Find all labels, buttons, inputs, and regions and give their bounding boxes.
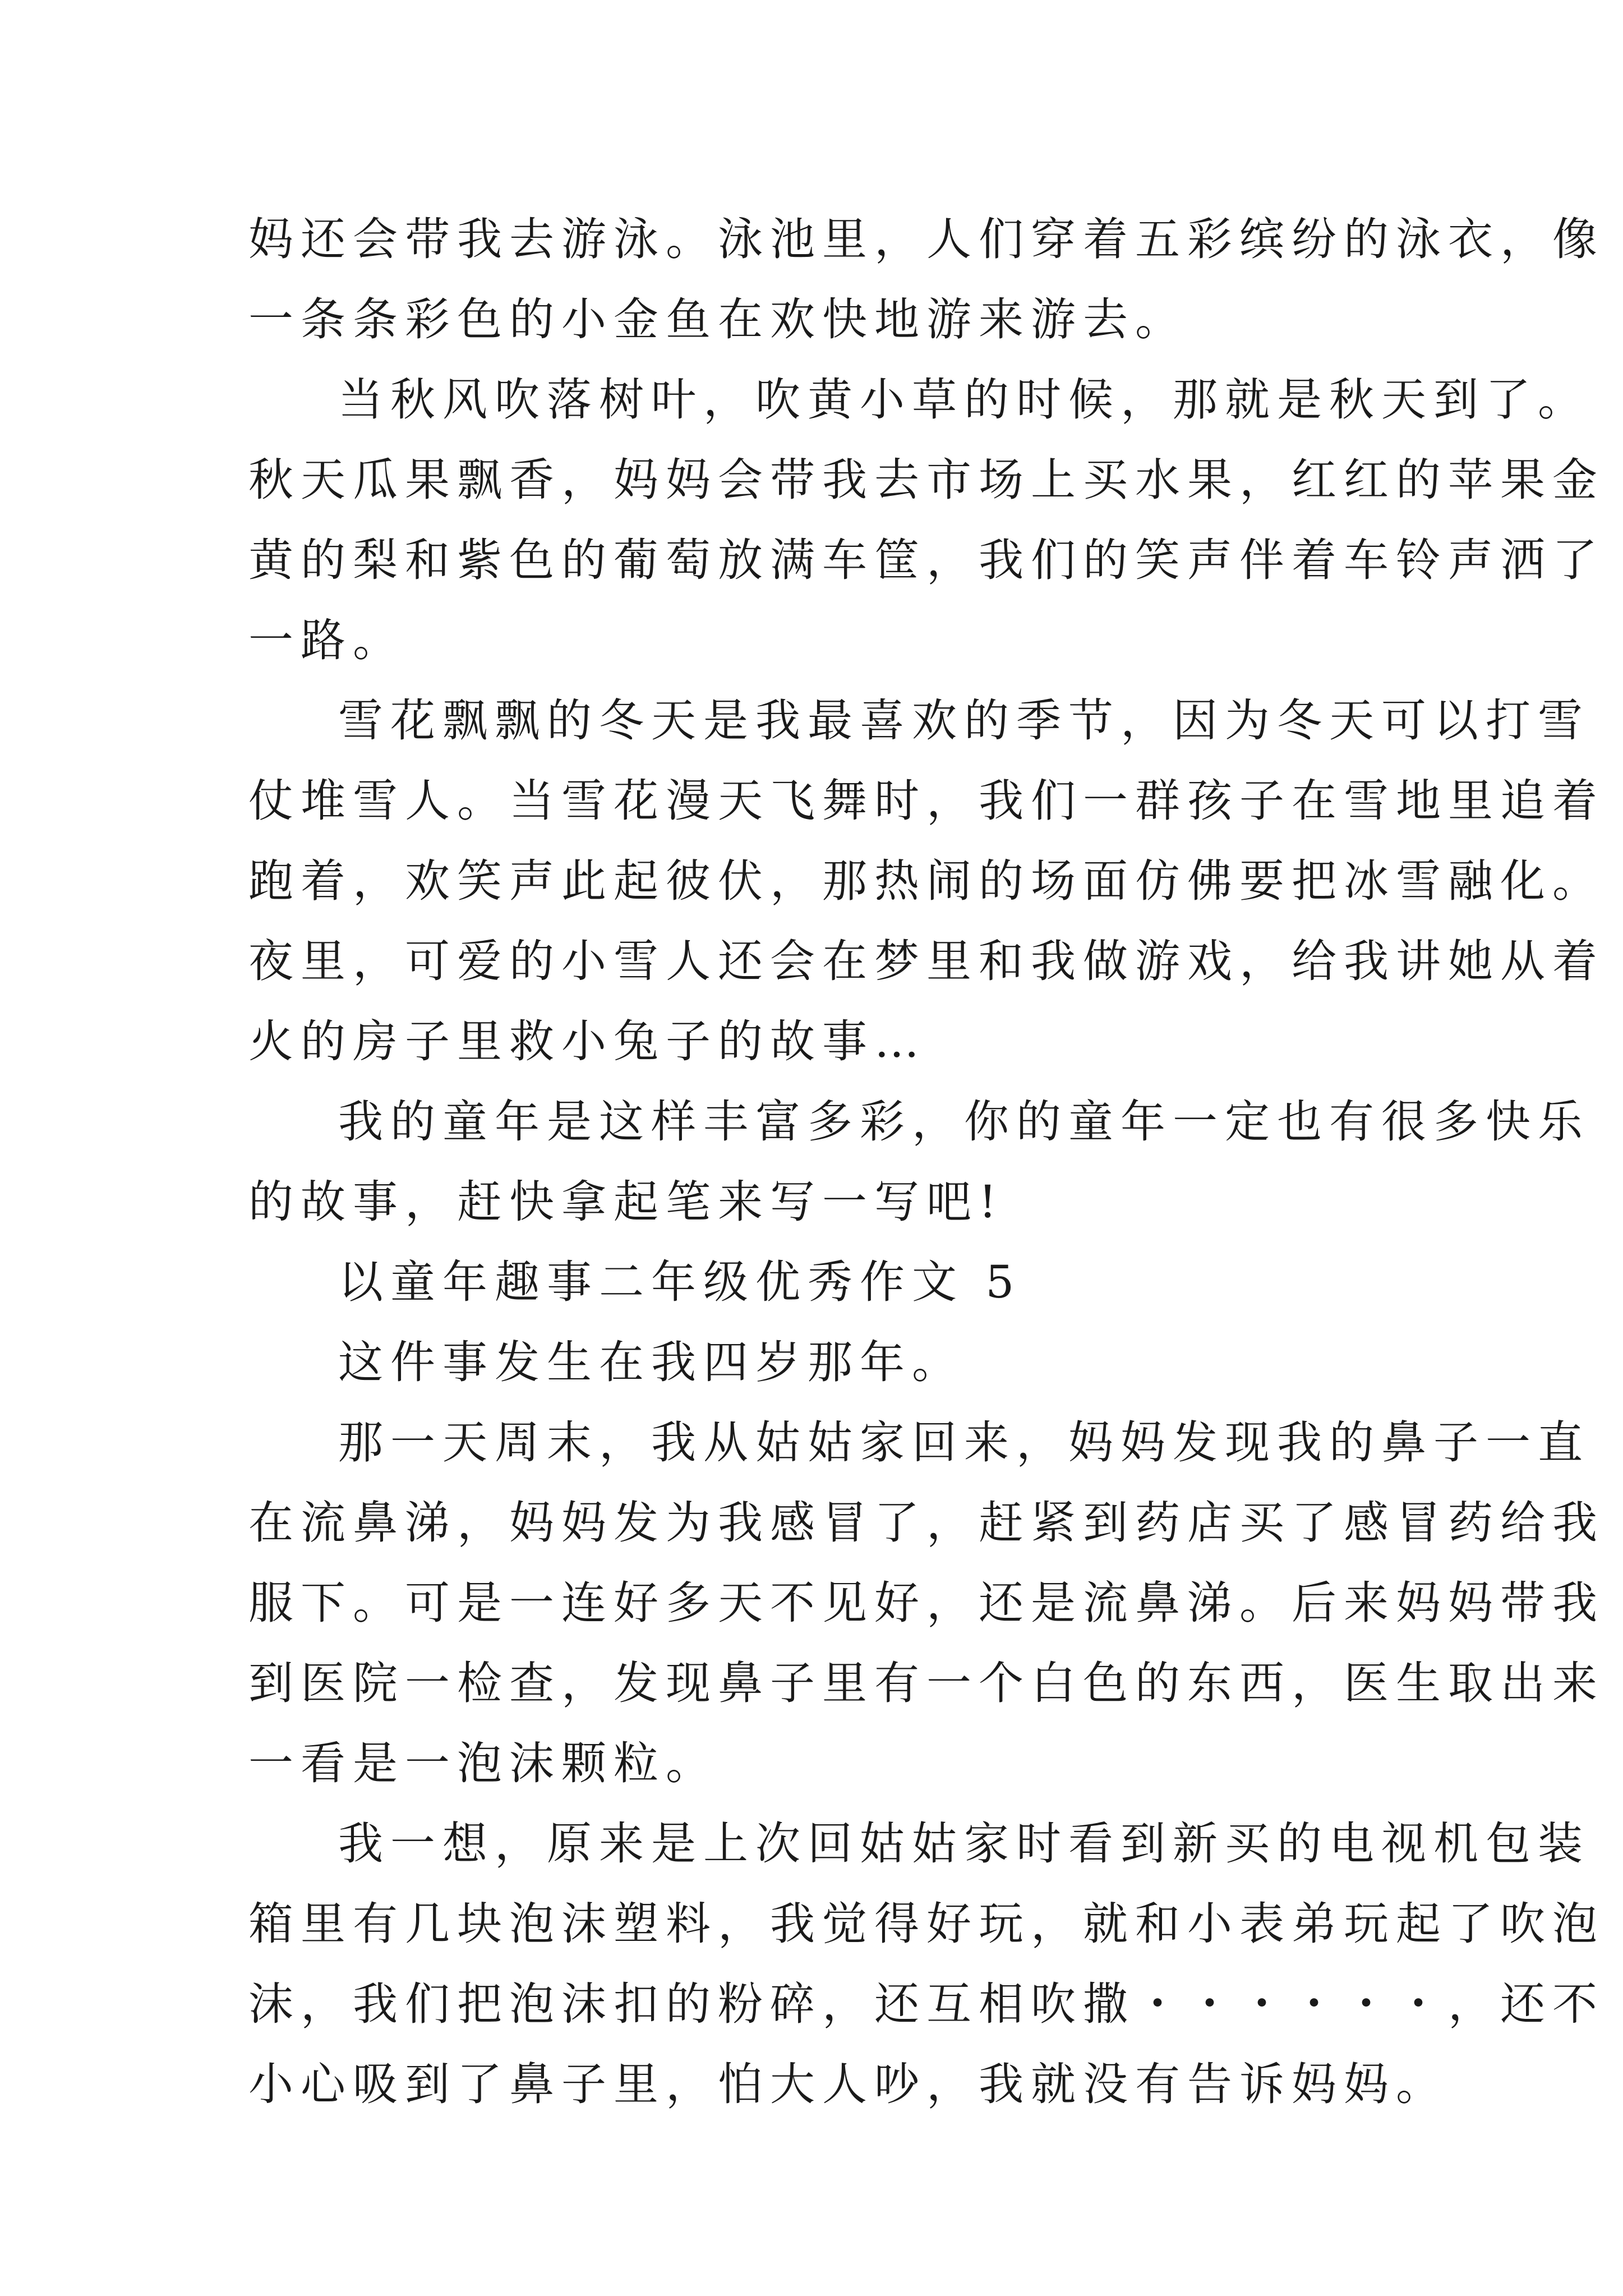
text-line: 当秋风吹落树叶，吹黄小草的时候，那就是秋天到了。	[338, 374, 1590, 426]
text-line: 一条条彩色的小金鱼在欢快地游来游去。	[248, 293, 1187, 346]
text-line: 我的童年是这样丰富多彩，你的童年一定也有很多快乐	[338, 1096, 1590, 1148]
body-text	[248, 199, 1604, 2124]
text-line: 箱里有几块泡沫塑料，我觉得好玩，就和小表弟玩起了吹泡	[248, 1898, 1604, 1950]
text-line: 跑着，欢笑声此起彼伏，那热闹的场面仿佛要把冰雪融化。	[248, 855, 1604, 907]
text-line: 那一天周末，我从姑姑家回来，妈妈发现我的鼻子一直	[338, 1416, 1590, 1469]
section-heading: 以童年趣事二年级优秀作文 5	[338, 1256, 1022, 1308]
text-line: 夜里，可爱的小雪人还会在梦里和我做游戏，给我讲她从着	[248, 935, 1604, 987]
text-line: 火的房子里救小兔子的故事…	[248, 1015, 926, 1068]
text-line: 一看是一泡沫颗粒。	[248, 1737, 718, 1789]
text-line: 一路。	[248, 614, 405, 666]
text-line: 的故事，赶快拿起笔来写一写吧!	[248, 1176, 1004, 1228]
text-line: 黄的梨和紫色的葡萄放满车筐，我们的笑声伴着车铃声洒了	[248, 534, 1604, 586]
text-line: 我一想，原来是上次回姑姑家时看到新买的电视机包装	[338, 1818, 1590, 1870]
text-line: 雪花飘飘的冬天是我最喜欢的季节，因为冬天可以打雪	[338, 694, 1590, 747]
text-line: 到医院一检查，发现鼻子里有一个白色的东西，医生取出来	[248, 1657, 1604, 1709]
text-line: 沫，我们把泡沫扣的粉碎，还互相吹撒・・・・・・，还不	[248, 1978, 1604, 2030]
text-line: 这件事发生在我四岁那年。	[338, 1336, 964, 1388]
text-line: 在流鼻涕，妈妈发为我感冒了，赶紧到药店买了感冒药给我	[248, 1497, 1604, 1549]
text-line: 小心吸到了鼻子里，怕大人吵，我就没有告诉妈妈。	[248, 2058, 1448, 2110]
text-line: 妈还会带我去游泳。泳池里，人们穿着五彩缤纷的泳衣，像	[248, 213, 1604, 265]
text-line: 秋天瓜果飘香，妈妈会带我去市场上买水果，红红的苹果金	[248, 454, 1604, 506]
text-line: 仗堆雪人。当雪花漫天飞舞时，我们一群孩子在雪地里追着	[248, 775, 1604, 827]
text-line: 服下。可是一连好多天不见好，还是流鼻涕。后来妈妈带我	[248, 1577, 1604, 1629]
